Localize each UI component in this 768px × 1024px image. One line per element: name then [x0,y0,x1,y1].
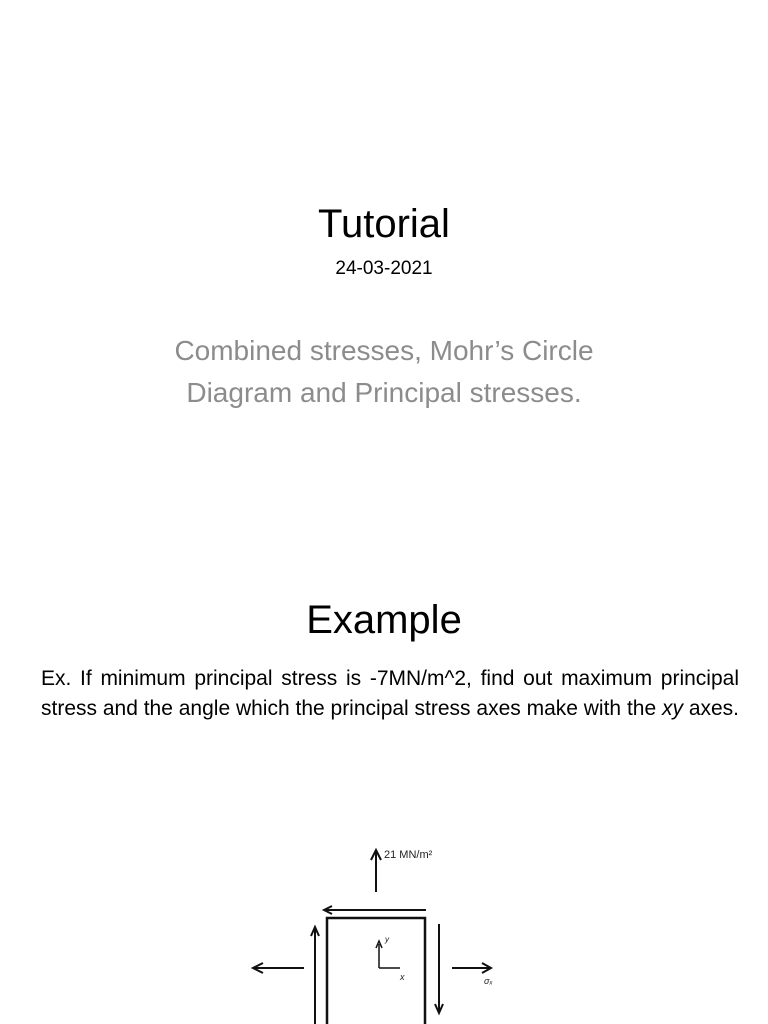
slide-subtitle [0,330,768,414]
axis-y-label: y [385,935,389,944]
problem-text-part1: Ex. If minimum principal stress is -7MN/m^2, find out maximum principal stress and the angle which the principal stress axes make with the [41,667,739,720]
problem-text-part2: axes. [682,697,740,720]
example-title: Example [306,598,462,642]
axis-x-label: x [400,972,405,982]
example-slide [0,576,768,1024]
sigma-x-label: σₓ [484,976,493,986]
stress-diagram-svg [240,834,520,1024]
slide-date: 24-03-2021 [335,258,433,279]
subtitle-line-2: Diagram and Principal stresses. [186,377,582,408]
stress-label: 21 MN/m² [384,849,433,861]
problem-text-italic: xy [661,697,683,720]
subtitle-line-1: Combined stresses, Mohr’s Circle [174,335,594,366]
stress-element-square [327,918,425,1024]
stress-element-diagram [240,834,520,1024]
slide-title: Tutorial [318,202,450,246]
problem-statement [41,664,739,724]
